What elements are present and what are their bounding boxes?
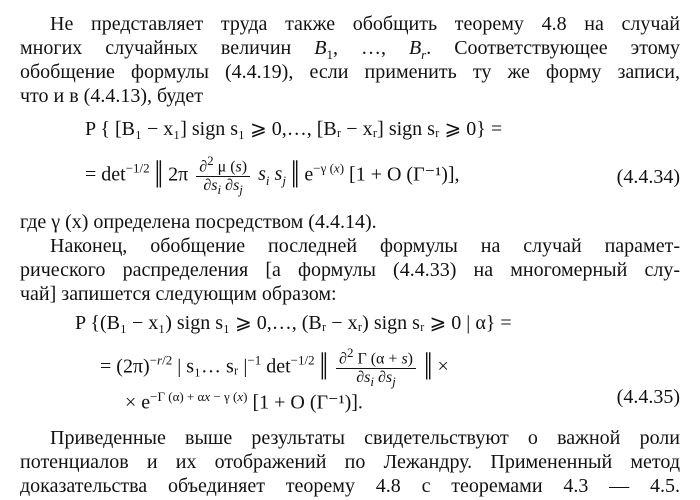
paragraph-3-line-1: Приведенные выше результаты свидетельствуют о важной роли xyxy=(50,427,680,449)
paragraph-1-line-1: Не представляет труда также обобщить теорему 4.8 на случай xyxy=(50,13,680,35)
equation-4-4-35-row-2: = $(2\pi)^{-r/2}$ | s₁… sᵣ $|^{-1}$ $\det^{-1/2}$ ‖ $\frac{\partial^2 \Gamma (\alpha + s)}{\partial s_i \partial s_j}$ ‖ × xyxy=(100,345,449,390)
paragraph-2-line-3: чай] запишется следующим образом: xyxy=(20,283,337,305)
equation-4-4-34-row-2: = $\det^{-1/2}$ ‖ 2π $\frac{\partial^2 \mu (s)}{\partial s_i \partial s_j}$ $s_i$ $s_j$ ‖ $e^{-\gamma (x)}$ [1 + O (Γ⁻¹)], xyxy=(85,153,460,198)
paragraph-2-line-2: рического распределения [а формулы (4.4.33) на многомерный слу- xyxy=(20,259,680,281)
gde-line: где γ (x) определена посредством (4.4.14). xyxy=(20,211,377,233)
paragraph-1-line-4: что и в (4.4.13), будет xyxy=(20,85,203,107)
equation-number-4-4-34: (4.4.34) xyxy=(616,166,680,188)
equation-4-4-35-row-1: P {(B₁ − x₁) sign s₁ ⩾ 0,…, (Bᵣ − xᵣ) sign sᵣ ⩾ 0 | α} = xyxy=(75,312,512,334)
equation-4-4-34-row-1: P { [B₁ − x₁] sign s₁ ⩾ 0,…, [Bᵣ − xᵣ] sign sᵣ ⩾ 0} = xyxy=(85,118,503,140)
paragraph-3-line-3: доказательства объединяет теорему 4.8 с теоремами 4.3 — 4.5. xyxy=(20,475,680,497)
paragraph-2-line-1: Наконец, обобщение последней формулы на случай парамет- xyxy=(50,235,680,257)
paragraph-1-line-2: многих случайных величин $B_1$, …, $B_r$. Соответствующее этому xyxy=(20,37,681,62)
paragraph-1-line-3: обобщение формулы (4.4.19), если применить ту же форму записи, xyxy=(20,61,680,83)
equation-number-4-4-35: (4.4.35) xyxy=(616,386,680,408)
equation-4-4-35-row-3: × $e^{-\Gamma (\alpha) + \alpha x - \gamma (x)}$ [1 + O (Γ⁻¹)]. xyxy=(125,389,363,414)
paragraph-3-line-2: потенциалов и их отображений по Лежандру. Примененный метод xyxy=(20,451,680,473)
